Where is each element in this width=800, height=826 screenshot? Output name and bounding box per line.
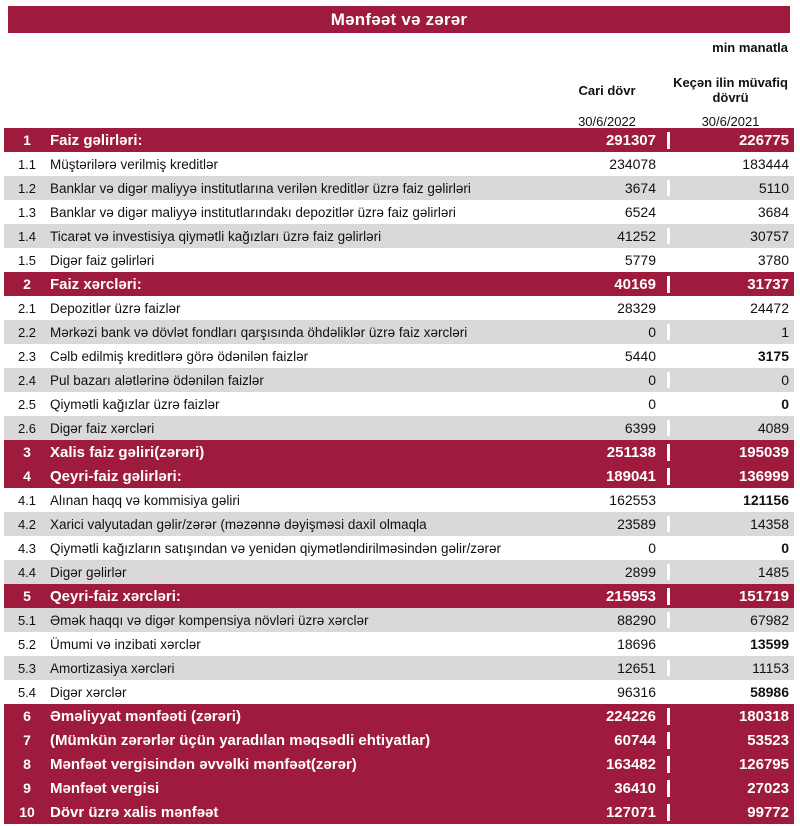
current-period-value: 5779 [624, 252, 656, 268]
previous-period-value: 3780 [667, 252, 794, 268]
previous-period-value: 136999 [667, 468, 794, 485]
table-row [4, 680, 794, 704]
current-period-value: 0 [648, 372, 656, 388]
table-row [4, 440, 794, 464]
row-label: Cəlb edilmiş kreditlərə görə ödənilən faizlər [50, 348, 309, 364]
row-number: 1.4 [17, 228, 37, 244]
table-row [4, 560, 794, 584]
previous-period-value: 27023 [667, 780, 794, 797]
table-header [4, 33, 794, 128]
previous-period-value: 126795 [667, 756, 794, 773]
table-row [4, 752, 794, 776]
table-row [4, 272, 794, 296]
current-period-value: 0 [648, 540, 656, 556]
previous-period-value: 58986 [667, 684, 794, 700]
previous-period-value: 151719 [667, 588, 794, 605]
previous-period-value: 4089 [667, 420, 794, 436]
current-period-value: 2899 [624, 564, 656, 580]
table-row [4, 800, 794, 824]
previous-period-label: Keçən ilin müvafiq dövrü [673, 75, 788, 105]
row-number: 2.3 [17, 348, 37, 364]
row-number: 10 [19, 804, 35, 820]
row-number: 2.4 [17, 372, 37, 388]
column-header-current-period [547, 66, 667, 132]
row-number: 1.1 [17, 156, 37, 172]
table-row [4, 176, 794, 200]
row-label: Xarici valyutadan gəlir/zərər (məzənnə dəyişməsi daxil olmaqla [50, 516, 427, 532]
current-period-value: 41252 [617, 228, 656, 244]
row-number: 2.1 [17, 300, 37, 316]
row-label: Banklar və digər maliyyə institutlarına verilən kreditlər üzrə faiz gəlirləri [50, 180, 471, 196]
row-label: Qiymətli kağızlar üzrə faizlər [50, 396, 220, 412]
previous-period-value: 195039 [667, 444, 794, 461]
row-number: 8 [23, 756, 31, 772]
row-number: 2.5 [17, 396, 37, 412]
row-number: 6 [23, 708, 31, 724]
row-label: Digər gəlirlər [50, 564, 127, 580]
table-row [4, 152, 794, 176]
row-number: 5.2 [17, 636, 37, 652]
table-row [4, 536, 794, 560]
row-number: 4 [23, 468, 31, 484]
table-row [4, 368, 794, 392]
row-number: 4.4 [17, 564, 37, 580]
row-label: Amortizasiya xərcləri [50, 660, 175, 676]
previous-period-value: 31737 [667, 276, 794, 293]
previous-period-value: 24472 [667, 300, 794, 316]
table-row [4, 632, 794, 656]
previous-period-value: 11153 [667, 660, 794, 676]
row-number: 5.4 [17, 684, 37, 700]
previous-period-value: 1 [667, 324, 794, 340]
row-label: Pul bazarı alətlərinə ödənilən faizlər [50, 372, 264, 388]
row-label: Digər xərclər [50, 684, 127, 700]
current-period-value: 28329 [617, 300, 656, 316]
current-period-value: 6524 [624, 204, 656, 220]
row-number: 1.2 [17, 180, 37, 196]
row-label: Mənfəət vergisindən əvvəlki mənfəət(zərər) [50, 755, 357, 773]
row-number: 5.3 [17, 660, 37, 676]
row-number: 9 [23, 780, 31, 796]
row-number: 1 [23, 132, 31, 148]
previous-period-value: 99772 [667, 804, 794, 821]
row-number: 4.2 [17, 516, 37, 532]
row-label: Alınan haqq və kommisiya gəliri [50, 492, 240, 508]
table-row [4, 200, 794, 224]
current-period-value: 215953 [605, 587, 656, 605]
row-number: 2 [23, 276, 31, 292]
row-label: Digər faiz xərcləri [50, 420, 155, 436]
row-number: 5.1 [17, 612, 37, 628]
previous-period-value: 121156 [667, 492, 794, 508]
row-label: Ticarət və investisiya qiymətli kağızları üzrə faiz gəlirləri [50, 228, 382, 244]
current-period-value: 251138 [606, 443, 656, 461]
table-row [4, 128, 794, 152]
table-row [4, 320, 794, 344]
current-period-value: 18696 [617, 636, 656, 652]
current-period-value: 127071 [605, 803, 656, 821]
row-number: 2.2 [17, 324, 37, 340]
row-number: 5 [23, 588, 31, 604]
previous-period-value: 5110 [667, 180, 794, 196]
table-row [4, 344, 794, 368]
previous-period-value: 67982 [667, 612, 794, 628]
row-label: Qeyri-faiz gəlirləri: [50, 467, 182, 485]
current-period-label: Cari dövr [578, 82, 636, 98]
table-row [4, 296, 794, 320]
report-title: Mənfəət və zərər [8, 6, 790, 33]
current-period-value: 3674 [624, 180, 656, 196]
current-period-value: 163482 [605, 755, 656, 773]
table-row [4, 392, 794, 416]
current-period-value: 291307 [605, 131, 656, 149]
current-period-value: 6399 [624, 420, 656, 436]
row-label: Faiz gəlirləri: [50, 131, 143, 149]
current-period-value: 96316 [617, 684, 656, 700]
current-period-value: 88290 [617, 612, 656, 628]
table-row [4, 584, 794, 608]
table-row [4, 728, 794, 752]
table-row [4, 656, 794, 680]
row-number: 4.3 [17, 540, 37, 556]
current-period-value: 5440 [624, 348, 656, 364]
previous-period-value: 30757 [667, 228, 794, 244]
row-label: Banklar və digər maliyyə institutlarındakı depozitlər üzrə faiz gəlirləri [50, 204, 456, 220]
row-label: Qeyri-faiz xərcləri: [50, 587, 181, 605]
row-label: Mənfəət vergisi [50, 779, 160, 797]
unit-note: min manatla [712, 40, 788, 55]
row-label: Əməliyyat mənfəəti (zərəri) [50, 707, 241, 725]
row-number: 3 [23, 444, 31, 460]
current-period-value: 12651 [617, 660, 656, 676]
column-headers [4, 66, 794, 132]
current-period-value: 60744 [614, 731, 656, 749]
row-number: 4.1 [17, 492, 37, 508]
table-row [4, 704, 794, 728]
previous-period-value: 0 [667, 372, 794, 388]
row-number: 1.5 [17, 252, 37, 268]
table-row [4, 776, 794, 800]
table-row [4, 248, 794, 272]
row-label: Müştərilərə verilmiş kreditlər [50, 156, 219, 172]
row-label: Qiymətli kağızların satışından və yenidən qiymətləndirilməsindən gəlir/zərər [50, 540, 501, 556]
previous-period-value: 226775 [667, 132, 794, 149]
table-row [4, 224, 794, 248]
current-period-value: 189041 [605, 467, 656, 485]
row-label: Mərkəzi bank və dövlət fondları qarşısında öhdəliklər üzrə faiz xərcləri [50, 324, 468, 340]
row-label: Dövr üzrə xalis mənfəət [50, 803, 219, 821]
previous-period-value: 13599 [667, 636, 794, 652]
profit-loss-table [4, 128, 794, 824]
current-period-value: 40169 [614, 275, 656, 293]
current-period-value: 224226 [605, 707, 656, 725]
previous-period-date: 30/6/2021 [701, 114, 760, 129]
table-row [4, 416, 794, 440]
row-number: 7 [23, 732, 31, 748]
row-label: Depozitlər üzrə faizlər [50, 300, 181, 316]
table-row [4, 608, 794, 632]
row-number: 1.3 [17, 204, 37, 220]
row-label: Faiz xərcləri: [50, 275, 142, 293]
row-label: Digər faiz gəlirləri [50, 252, 155, 268]
header-spacer [4, 66, 547, 132]
table-row [4, 512, 794, 536]
previous-period-value: 183444 [667, 156, 794, 172]
current-period-value: 234078 [609, 156, 656, 172]
previous-period-value: 0 [667, 396, 794, 412]
previous-period-value: 0 [667, 540, 794, 556]
current-period-value: 0 [648, 324, 656, 340]
current-period-value: 0 [648, 396, 656, 412]
row-label: (Mümkün zərərlər üçün yaradılan məqsədli ehtiyatlar) [50, 731, 431, 749]
current-period-value: 23589 [617, 516, 656, 532]
previous-period-value: 3175 [667, 348, 794, 364]
row-label: Əmək haqqı və digər kompensiya növləri üzrə xərclər [50, 612, 369, 628]
current-period-value: 162553 [609, 492, 656, 508]
table-row [4, 488, 794, 512]
current-period-value: 36410 [614, 779, 656, 797]
current-period-date: 30/6/2022 [578, 114, 636, 129]
previous-period-value: 1485 [667, 564, 794, 580]
row-label: Ümumi və inzibati xərclər [50, 636, 201, 652]
previous-period-value: 53523 [667, 732, 794, 749]
previous-period-value: 3684 [667, 204, 794, 220]
row-number: 2.6 [17, 420, 37, 436]
row-label: Xalis faiz gəliri(zərəri) [50, 443, 205, 461]
previous-period-value: 180318 [667, 708, 794, 725]
previous-period-value: 14358 [667, 516, 794, 532]
column-header-previous-period [667, 66, 794, 132]
table-row [4, 464, 794, 488]
